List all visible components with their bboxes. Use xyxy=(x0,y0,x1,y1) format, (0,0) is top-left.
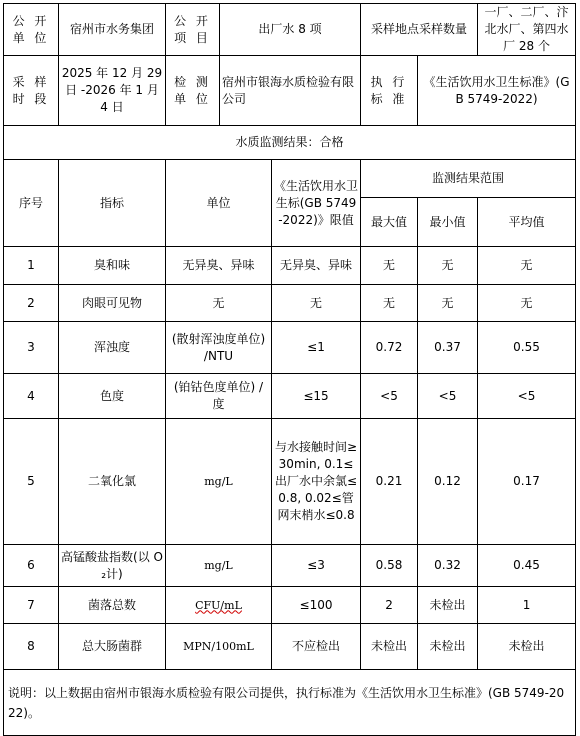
row-no: 3 xyxy=(4,322,59,374)
footnote: 说明：以上数据由宿州市银海水质检验有限公司提供，执行标准为《生活饮用水卫生标准》(GB 5749-2022)。 xyxy=(4,670,576,736)
row-unit: (铂钴色度单位) /度 xyxy=(166,374,272,419)
sites-label: 采样地点采样数量 xyxy=(361,4,478,56)
header-limit: 《生活饮用水卫生标(GB 5749-2022)》限值 xyxy=(272,160,361,247)
row-no: 6 xyxy=(4,545,59,587)
table-row xyxy=(4,624,576,670)
row-avg: 未检出 xyxy=(478,624,576,670)
row-no: 2 xyxy=(4,285,59,322)
item-value: 出厂水 8 项 xyxy=(220,4,361,56)
header-row-1 xyxy=(4,160,576,198)
row-indicator: 高锰酸盐指数(以 O₂计) xyxy=(59,545,166,587)
item-label: 公 开 项 目 xyxy=(166,4,220,56)
row-limit: 无 xyxy=(272,285,361,322)
period-label: 采 样 时 段 xyxy=(4,56,59,126)
row-min: 未检出 xyxy=(418,587,478,624)
row-avg: 无 xyxy=(478,247,576,285)
table-row xyxy=(4,322,576,374)
row-limit: 不应检出 xyxy=(272,624,361,670)
row-limit: ≤1 xyxy=(272,322,361,374)
row-limit: 与水接触时间≥30min, 0.1≤出厂水中余氯≤0.8, 0.02≤管网末梢水≤0.8 xyxy=(272,419,361,545)
header-no: 序号 xyxy=(4,160,59,247)
header-max: 最大值 xyxy=(361,198,418,247)
row-min: 0.12 xyxy=(418,419,478,545)
table-row xyxy=(4,285,576,322)
row-no: 4 xyxy=(4,374,59,419)
header-indicator: 指标 xyxy=(59,160,166,247)
standard-value: 《生活饮用水卫生标准》(GB 5749-2022) xyxy=(418,56,576,126)
row-no: 5 xyxy=(4,419,59,545)
row-unit: 无异臭、异味 xyxy=(166,247,272,285)
row-avg: 无 xyxy=(478,285,576,322)
row-unit: mg/L xyxy=(166,419,272,545)
row-max: <5 xyxy=(361,374,418,419)
row-avg: 0.45 xyxy=(478,545,576,587)
row-max: 未检出 xyxy=(361,624,418,670)
row-min: 未检出 xyxy=(418,624,478,670)
row-unit: mg/L xyxy=(166,545,272,587)
row-max: 2 xyxy=(361,587,418,624)
table-row xyxy=(4,587,576,624)
result-banner: 水质监测结果：合格 xyxy=(4,126,576,160)
row-avg: <5 xyxy=(478,374,576,419)
table-row xyxy=(4,545,576,587)
row-max: 0.72 xyxy=(361,322,418,374)
lab-label: 检 测 单 位 xyxy=(166,56,220,126)
row-limit: ≤3 xyxy=(272,545,361,587)
table-row xyxy=(4,247,576,285)
row-limit: 无异臭、异味 xyxy=(272,247,361,285)
row-indicator: 菌落总数 xyxy=(59,587,166,624)
row-max: 无 xyxy=(361,247,418,285)
info-row-1 xyxy=(4,4,576,56)
row-max: 0.21 xyxy=(361,419,418,545)
row-indicator: 二氧化氯 xyxy=(59,419,166,545)
row-no: 1 xyxy=(4,247,59,285)
row-no: 7 xyxy=(4,587,59,624)
row-min: 0.37 xyxy=(418,322,478,374)
sites-value: 一厂、二厂、汴北水厂、第四水厂 28 个 xyxy=(478,4,576,56)
row-no: 8 xyxy=(4,624,59,670)
row-min: 无 xyxy=(418,285,478,322)
row-unit: 无 xyxy=(166,285,272,322)
info-row-2 xyxy=(4,56,576,126)
row-limit: ≤15 xyxy=(272,374,361,419)
row-unit xyxy=(166,587,272,624)
row-max: 0.58 xyxy=(361,545,418,587)
header-unit: 单位 xyxy=(166,160,272,247)
row-indicator: 浑浊度 xyxy=(59,322,166,374)
row-avg: 0.55 xyxy=(478,322,576,374)
row-unit: MPN/100mL xyxy=(166,624,272,670)
row-min: 无 xyxy=(418,247,478,285)
header-min: 最小值 xyxy=(418,198,478,247)
row-indicator: 臭和味 xyxy=(59,247,166,285)
row-indicator: 肉眼可见物 xyxy=(59,285,166,322)
period-value: 2025 年 12 月 29 日 -2026 年 1 月 4 日 xyxy=(59,56,166,126)
header-avg: 平均值 xyxy=(478,198,576,247)
row-min: 0.32 xyxy=(418,545,478,587)
row-indicator: 总大肠菌群 xyxy=(59,624,166,670)
note-row xyxy=(4,670,576,736)
row-max: 无 xyxy=(361,285,418,322)
table-row xyxy=(4,419,576,545)
row-indicator: 色度 xyxy=(59,374,166,419)
standard-label: 执 行 标 准 xyxy=(361,56,418,126)
water-quality-report xyxy=(3,3,575,736)
header-range: 监测结果范围 xyxy=(361,160,576,198)
publisher-label: 公 开 单 位 xyxy=(4,4,59,56)
row-unit: (散射浑浊度单位) /NTU xyxy=(166,322,272,374)
result-banner-row xyxy=(4,126,576,160)
row-avg: 1 xyxy=(478,587,576,624)
publisher-value: 宿州市水务集团 xyxy=(59,4,166,56)
row-unit-text: CFU/mL xyxy=(195,598,242,612)
row-avg: 0.17 xyxy=(478,419,576,545)
row-limit: ≤100 xyxy=(272,587,361,624)
row-min: <5 xyxy=(418,374,478,419)
report-table xyxy=(3,3,576,736)
lab-value: 宿州市银海水质检验有限公司 xyxy=(220,56,361,126)
table-row xyxy=(4,374,576,419)
